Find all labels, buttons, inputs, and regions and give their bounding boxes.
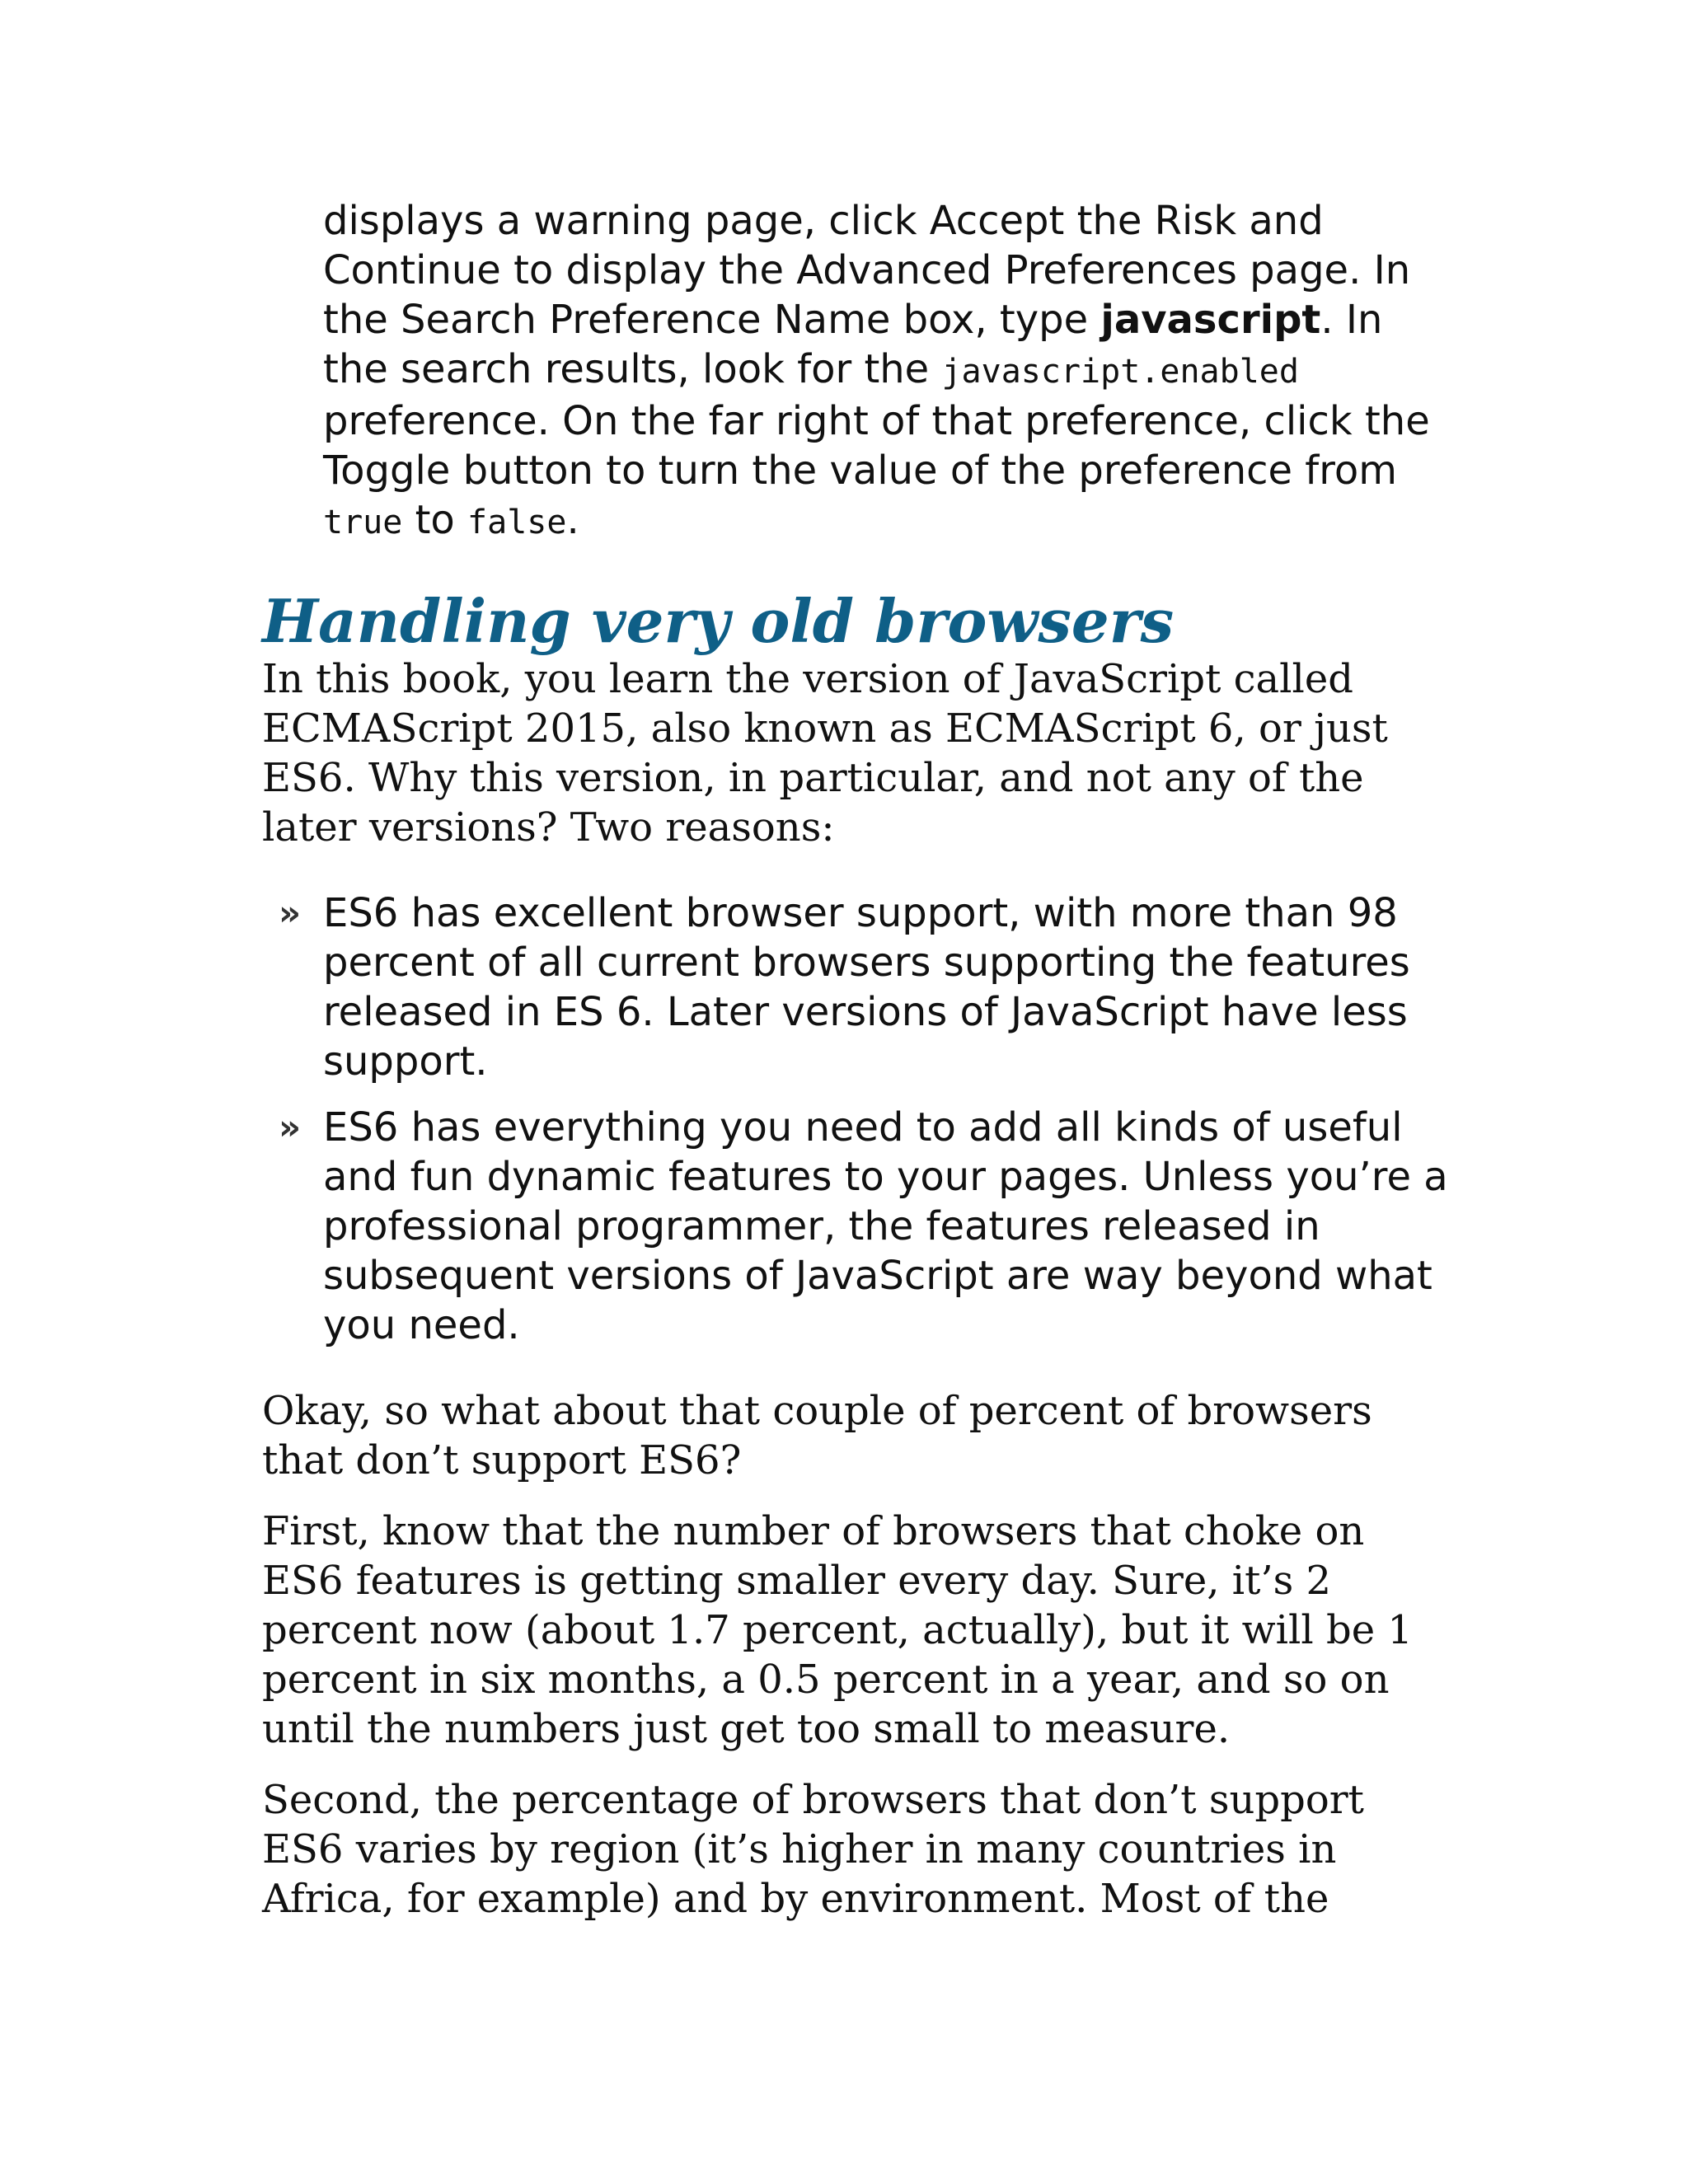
step-text-4: to <box>402 497 468 543</box>
body-paragraph: Okay, so what about that couple of percent of browsers that don’t support ES6? <box>262 1388 1372 1483</box>
continued-step-paragraph <box>323 196 1457 547</box>
typed-term: javascript <box>1100 297 1321 343</box>
list-item-text: ES6 has everything you need to add all kinds of useful and fun dynamic features to your pages. Unless you’re a professional programmer, the features released in subsequent versions of JavaScript are way beyond what you need. <box>323 1104 1448 1348</box>
step-text-2: . In the search results, look for the <box>323 297 1383 392</box>
step-text-1: displays a warning page, click Accept the Risk and Continue to display the Advanced Preferences page. In the Search Preference Name box, type <box>323 198 1411 343</box>
step-text-3: preference. On the far right of that preference, click the Toggle button to turn the value of the preference from <box>323 398 1430 494</box>
list-item-text: ES6 has excellent browser support, with more than 98 percent of all current browsers supporting the features released in ES 6. Later versions of JavaScript have less support. <box>323 890 1410 1085</box>
reasons-list <box>262 888 1457 1350</box>
page-content <box>262 196 1457 1924</box>
section-heading: Handling very old browsers <box>262 586 1175 656</box>
intro-paragraph: In this book, you learn the version of JavaScript called ECMAScript 2015, also known as ECMAScript 6, or just ES6. Why this version, in particular, and not any of the later versions? Two reasons: <box>262 656 1388 851</box>
code-false: false <box>467 504 567 541</box>
step-text-5: . <box>566 497 579 543</box>
bullet-marker-icon: » <box>279 1107 302 1147</box>
list-item <box>262 888 1457 1086</box>
code-preference-name: javascript.enabled <box>941 353 1299 391</box>
body-paragraph: Second, the percentage of browsers that don’t support ES6 varies by region (it’s higher in many countries in Africa, for example) and by environment. Most of the <box>262 1777 1364 1922</box>
body-paragraph: First, know that the number of browsers that choke on ES6 features is getting smaller every day. Sure, it’s 2 percent now (about 1.7 percent, actually), but it will be 1 percent in six months, a 0.5 percent in a year, and so on until the numbers just get too small to measure. <box>262 1508 1413 1752</box>
list-item <box>262 1103 1457 1350</box>
bullet-marker-icon: » <box>279 893 302 933</box>
code-true: true <box>323 504 403 541</box>
